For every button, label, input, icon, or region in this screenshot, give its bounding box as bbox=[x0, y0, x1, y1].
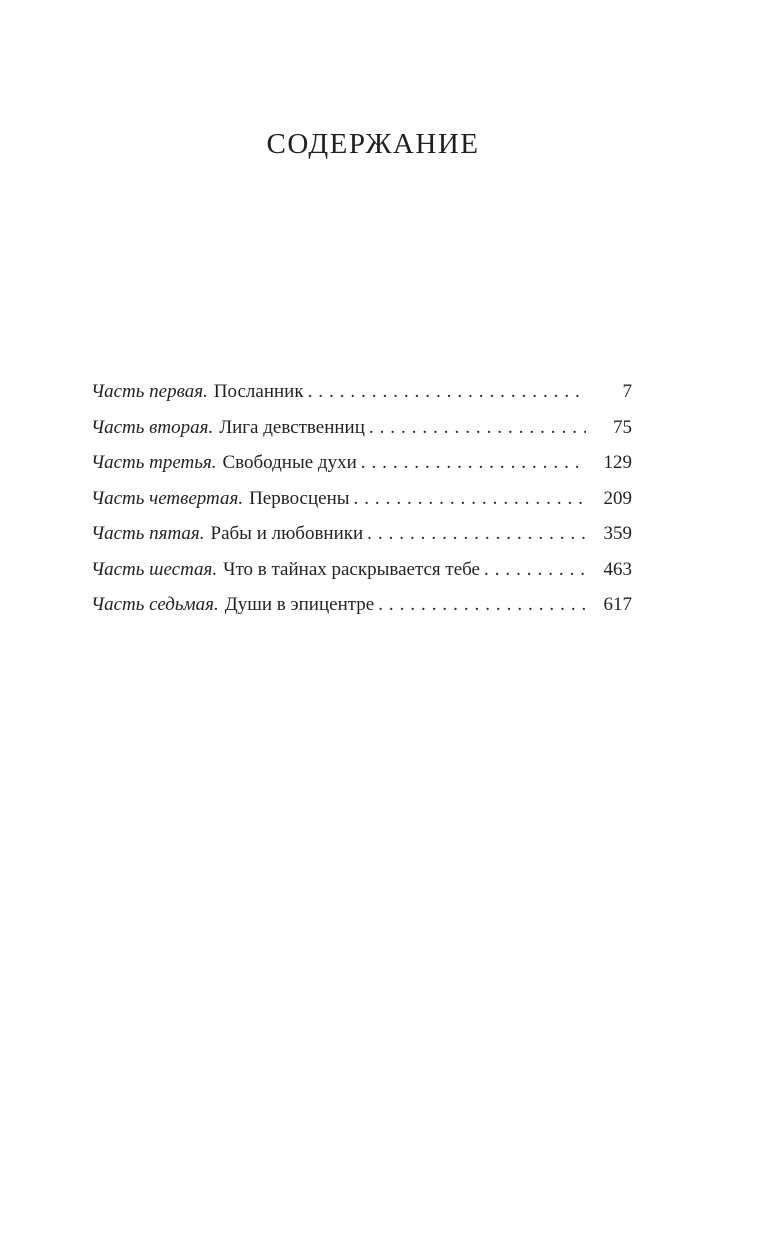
page-number: 209 bbox=[603, 487, 632, 509]
toc-entry bbox=[91, 552, 632, 588]
toc-entry bbox=[91, 445, 632, 481]
part-label: Часть шестая. bbox=[91, 558, 218, 580]
toc-list bbox=[91, 374, 632, 623]
entry-title: Свободные духи bbox=[222, 452, 357, 473]
toc-heading: СОДЕРЖАНИЕ bbox=[266, 128, 480, 160]
part-label: Часть третья. bbox=[91, 452, 217, 473]
part-label: Часть четвертая. bbox=[91, 487, 244, 509]
page-number: 75 bbox=[613, 416, 632, 438]
toc-entry bbox=[91, 587, 632, 623]
dot-leader bbox=[354, 481, 586, 517]
part-label: Часть седьмая. bbox=[91, 594, 219, 615]
page-number: 359 bbox=[603, 523, 632, 544]
part-label: Часть первая. bbox=[91, 381, 208, 402]
page-number: 463 bbox=[603, 558, 632, 580]
dot-leader bbox=[361, 445, 586, 481]
entry-title: Рабы и любовники bbox=[210, 523, 364, 544]
page-number: 7 bbox=[622, 381, 632, 402]
toc-entry bbox=[91, 516, 632, 552]
page-number: 129 bbox=[603, 452, 632, 473]
part-label: Часть вторая. bbox=[91, 416, 214, 438]
part-label: Часть пятая. bbox=[91, 523, 205, 544]
toc-entry bbox=[91, 374, 632, 410]
entry-title: Посланник bbox=[213, 381, 304, 402]
dot-leader bbox=[484, 552, 586, 588]
page-number: 617 bbox=[603, 594, 632, 615]
dot-leader bbox=[378, 587, 586, 623]
toc-entry bbox=[91, 481, 632, 517]
dot-leader bbox=[369, 410, 586, 446]
toc-entry bbox=[91, 410, 632, 446]
dot-leader bbox=[308, 374, 586, 410]
entry-title: Что в тайнах раскрывается тебе bbox=[223, 558, 480, 580]
dot-leader bbox=[367, 516, 586, 552]
entry-title: Лига девственниц bbox=[219, 416, 365, 438]
entry-title: Первосцены bbox=[249, 487, 350, 509]
entry-title: Души в эпицентре bbox=[224, 594, 375, 615]
